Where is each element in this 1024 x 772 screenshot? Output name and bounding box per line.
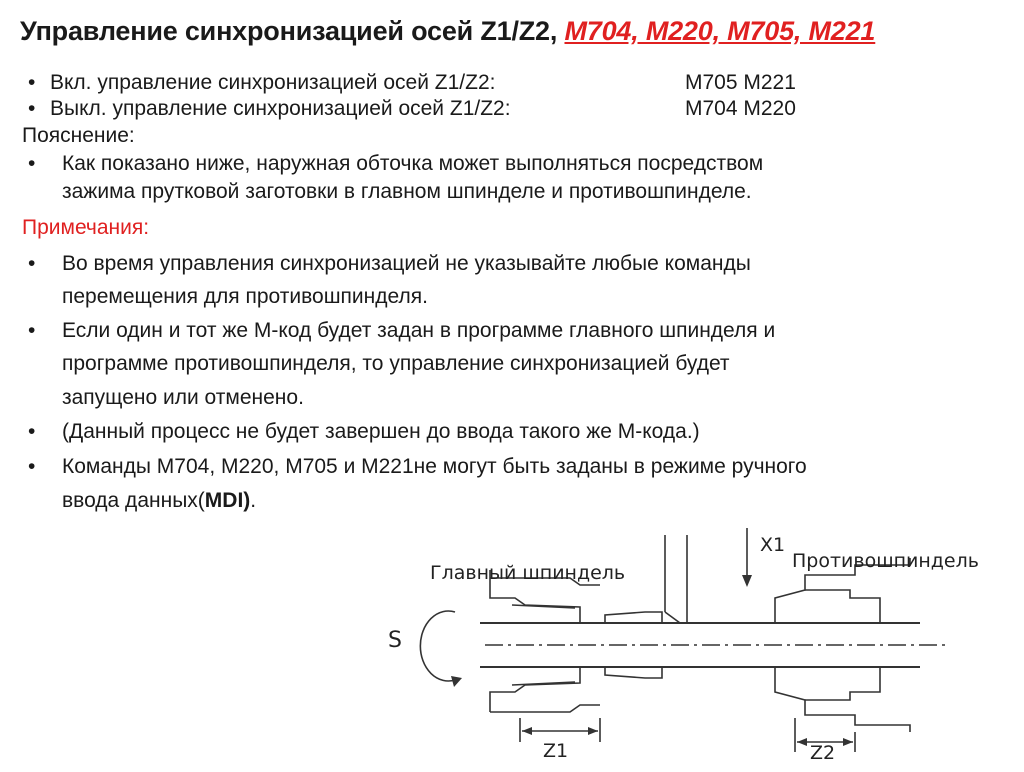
sub-spindle-label: Противошпиндель: [792, 550, 979, 572]
tool-tip: [665, 612, 680, 623]
note4-line1: Команды M704, M220, M705 и M221не могут быть заданы в режиме ручного: [62, 455, 807, 478]
rotation-arc: [420, 611, 455, 681]
z2-arrow-right: [843, 738, 853, 746]
explanation-line2: зажима прутковой заготовки в главном шпинделе и противошпинделе.: [62, 180, 752, 203]
main-spindle-label: Главный шпиндель: [430, 562, 626, 584]
main-chuck-upper-outline: [490, 578, 580, 623]
note1-line2: перемещения для противошпинделя.: [62, 285, 428, 308]
z2-arrow-left: [797, 738, 807, 746]
note2-line2: программе противошпинделя, то управление синхронизацией будет: [62, 352, 730, 375]
rotation-arrow-head: [451, 676, 462, 687]
page-title: [20, 16, 875, 47]
note2-line1: Если один и тот же М-код будет задан в программе главного шпинделя и: [62, 319, 776, 342]
main-chuck-lower-cap: [490, 705, 600, 712]
jaw-upper: [605, 612, 662, 623]
note4-line2: ввода данных(MDI).: [62, 489, 257, 512]
item-off-codes: M704 M220: [685, 97, 796, 120]
jaw-lower: [605, 667, 662, 678]
sub-spindle-lower-inner: [805, 667, 880, 700]
bullet-marker: •: [28, 319, 36, 342]
title-codes: M704, M220, M705, M221: [564, 16, 876, 46]
item-on-codes: M705 M221: [685, 71, 796, 94]
item-off-text: Выкл. управление синхронизацией осей Z1/Z2:: [50, 97, 511, 120]
z1-arrow-right: [588, 727, 598, 735]
bullet-marker: •: [28, 420, 36, 443]
s-label: S: [388, 628, 402, 653]
sub-spindle-upper-inner: [805, 590, 880, 623]
bullet-marker: •: [28, 455, 36, 478]
z2-label: Z2: [810, 742, 836, 764]
x1-label: X1: [760, 534, 786, 556]
note2-line3: запущено или отменено.: [62, 386, 304, 409]
bullet-marker: •: [28, 252, 36, 275]
main-chuck-lower-outline: [490, 667, 580, 712]
explanation-heading: Пояснение:: [22, 124, 135, 147]
title-main: Управление синхронизацией осей Z1/Z2,: [20, 16, 565, 46]
note1-line1: Во время управления синхронизацией не указывайте любые команды: [62, 252, 751, 275]
spindle-diagram: [380, 520, 1000, 767]
x1-arrow-head: [742, 575, 752, 587]
explanation-line1: Как показано ниже, наружная обточка может выполняться посредством: [62, 152, 764, 175]
bullet-marker: •: [28, 71, 36, 94]
z1-arrow-left: [522, 727, 532, 735]
bullet-marker: •: [28, 152, 36, 175]
bullet-marker: •: [28, 97, 36, 120]
z1-label: Z1: [543, 740, 569, 762]
item-on-text: Вкл. управление синхронизацией осей Z1/Z2:: [50, 71, 496, 94]
note3-line1: (Данный процесс не будет завершен до ввода такого же М-кода.): [62, 420, 700, 443]
notes-heading: Примечания:: [22, 216, 150, 239]
